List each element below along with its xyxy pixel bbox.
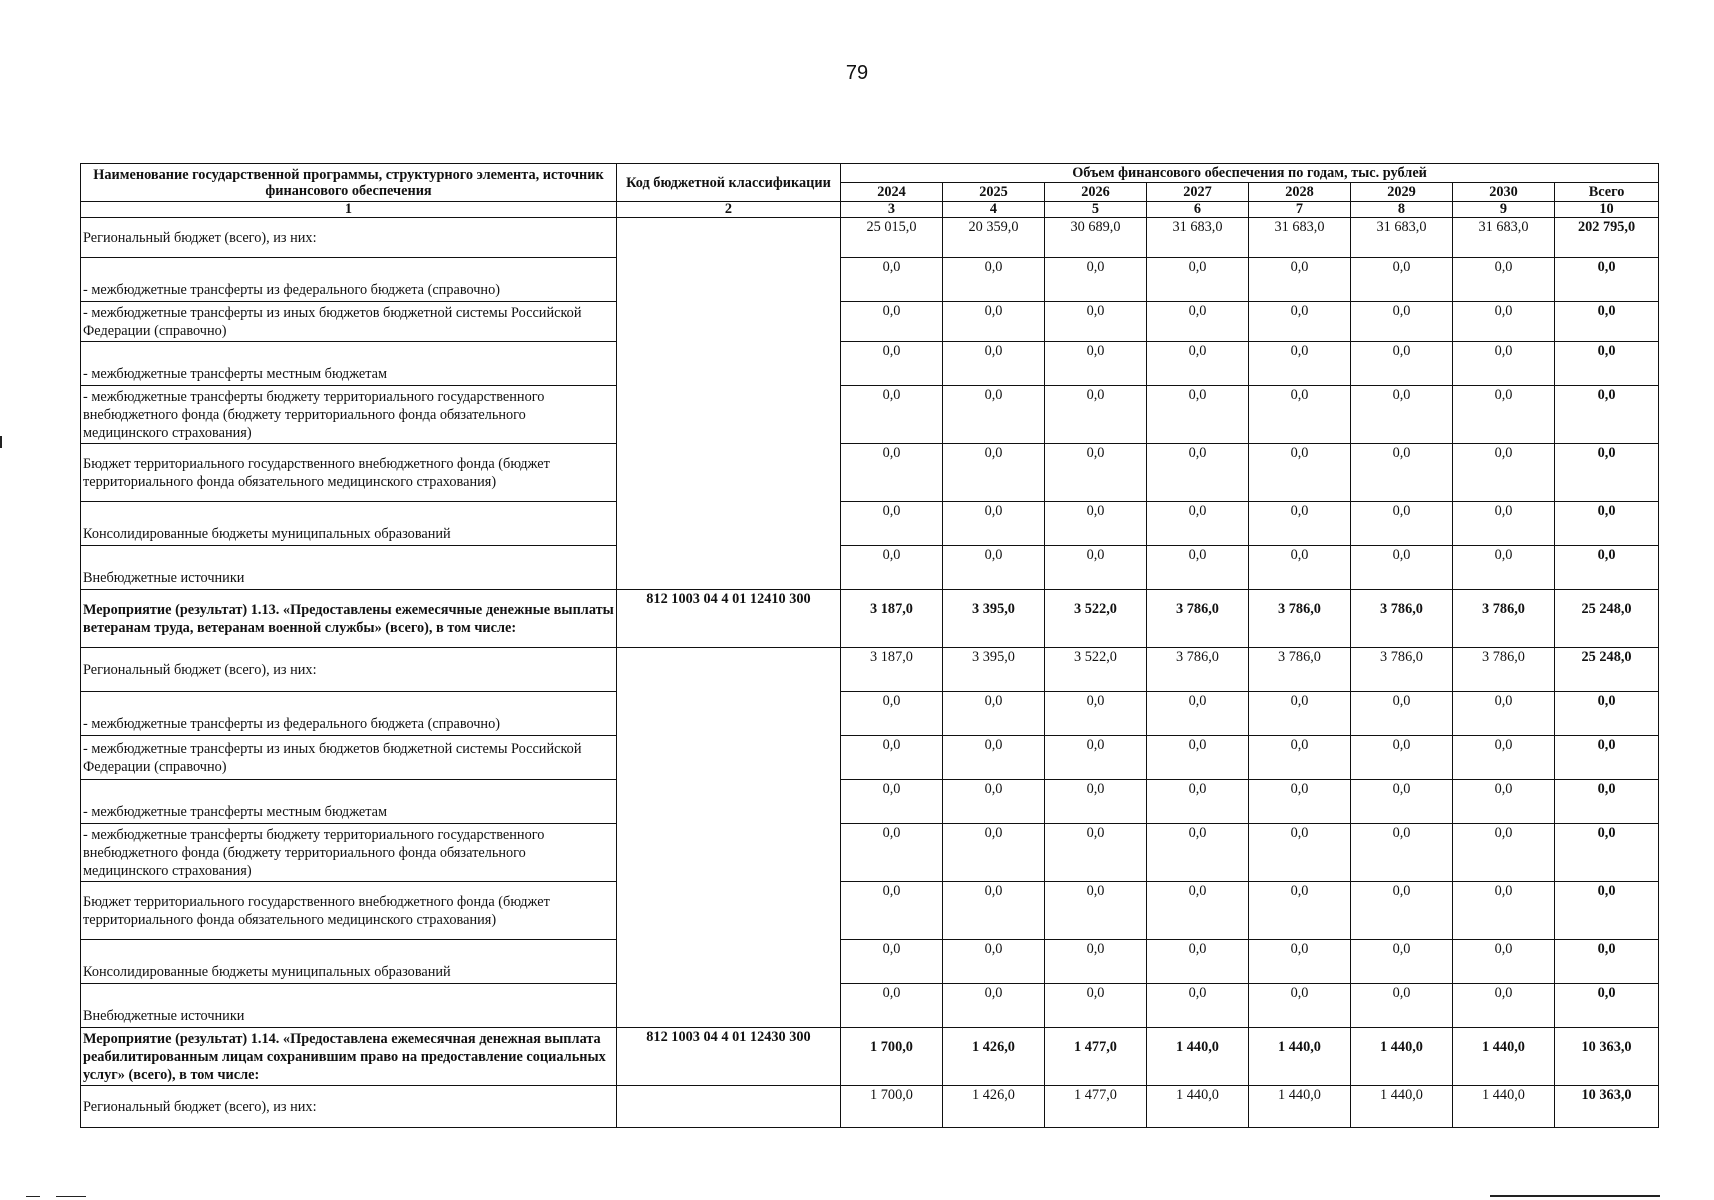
year-value-cell: 0,0 bbox=[1453, 386, 1555, 444]
year-value-cell: 0,0 bbox=[841, 824, 943, 882]
year-value-cell: 0,0 bbox=[1147, 502, 1249, 546]
year-value-cell: 0,0 bbox=[1351, 258, 1453, 302]
year-value-cell: 0,0 bbox=[1147, 386, 1249, 444]
year-value-cell: 0,0 bbox=[841, 502, 943, 546]
column-number: 8 bbox=[1351, 202, 1453, 218]
year-value-cell: 0,0 bbox=[943, 302, 1045, 342]
scan-mark bbox=[1490, 1195, 1660, 1197]
total-cell: 0,0 bbox=[1555, 258, 1659, 302]
column-number: 4 bbox=[943, 202, 1045, 218]
year-value-cell: 0,0 bbox=[943, 546, 1045, 590]
year-value-cell: 0,0 bbox=[943, 692, 1045, 736]
year-value-cell: 0,0 bbox=[841, 302, 943, 342]
row-name: Консолидированные бюджеты муниципальных образований bbox=[81, 502, 617, 546]
column-number: 10 bbox=[1555, 202, 1659, 218]
year-value-cell: 0,0 bbox=[1351, 824, 1453, 882]
year-value-cell: 0,0 bbox=[1249, 824, 1351, 882]
year-value-cell: 0,0 bbox=[1147, 984, 1249, 1028]
year-value-cell: 0,0 bbox=[1249, 342, 1351, 386]
year-value-cell: 0,0 bbox=[1351, 502, 1453, 546]
budget-code-empty bbox=[617, 648, 841, 1028]
year-value-cell: 1 477,0 bbox=[1045, 1086, 1147, 1128]
row-name: Региональный бюджет (всего), из них: bbox=[81, 648, 617, 692]
header-year: 2028 bbox=[1249, 183, 1351, 202]
column-number: 3 bbox=[841, 202, 943, 218]
total-cell: 0,0 bbox=[1555, 502, 1659, 546]
total-cell: 0,0 bbox=[1555, 882, 1659, 940]
year-value-cell: 0,0 bbox=[1045, 258, 1147, 302]
year-value-cell: 1 700,0 bbox=[841, 1086, 943, 1128]
header-year: 2029 bbox=[1351, 183, 1453, 202]
table-row bbox=[81, 1028, 1659, 1086]
year-value-cell: 0,0 bbox=[1351, 302, 1453, 342]
year-value-cell: 0,0 bbox=[943, 940, 1045, 984]
year-value-cell: 3 786,0 bbox=[1351, 648, 1453, 692]
year-value-cell: 25 015,0 bbox=[841, 218, 943, 258]
year-value-cell: 1 440,0 bbox=[1249, 1028, 1351, 1086]
year-value-cell: 0,0 bbox=[1453, 692, 1555, 736]
scan-mark bbox=[56, 1196, 86, 1197]
row-name: Мероприятие (результат) 1.13. «Предоставлены ежемесячные денежные выплаты ветеранам труда, ветеранам военной службы» (всего), в том числе: bbox=[81, 590, 617, 648]
year-value-cell: 0,0 bbox=[1147, 736, 1249, 780]
year-value-cell: 3 522,0 bbox=[1045, 648, 1147, 692]
year-value-cell: 3 786,0 bbox=[1453, 648, 1555, 692]
total-cell: 0,0 bbox=[1555, 736, 1659, 780]
year-value-cell: 0,0 bbox=[1147, 546, 1249, 590]
page-number: 79 bbox=[845, 62, 869, 84]
year-value-cell: 0,0 bbox=[1351, 940, 1453, 984]
year-value-cell: 0,0 bbox=[1147, 444, 1249, 502]
year-value-cell: 0,0 bbox=[1045, 940, 1147, 984]
total-cell: 0,0 bbox=[1555, 824, 1659, 882]
year-value-cell: 0,0 bbox=[1045, 736, 1147, 780]
table-row bbox=[81, 590, 1659, 648]
year-value-cell: 0,0 bbox=[1045, 546, 1147, 590]
year-value-cell: 3 786,0 bbox=[1351, 590, 1453, 648]
year-value-cell: 3 522,0 bbox=[1045, 590, 1147, 648]
year-value-cell: 3 786,0 bbox=[1147, 648, 1249, 692]
total-cell: 25 248,0 bbox=[1555, 648, 1659, 692]
year-value-cell: 0,0 bbox=[1147, 780, 1249, 824]
year-value-cell: 0,0 bbox=[1453, 342, 1555, 386]
column-number: 1 bbox=[81, 202, 617, 218]
row-name: - межбюджетные трансферты местным бюджетам bbox=[81, 342, 617, 386]
header-year: 2030 bbox=[1453, 183, 1555, 202]
table-row bbox=[81, 1086, 1659, 1128]
year-value-cell: 0,0 bbox=[1351, 692, 1453, 736]
year-value-cell: 3 395,0 bbox=[943, 590, 1045, 648]
budget-code-empty bbox=[617, 218, 841, 590]
year-value-cell: 0,0 bbox=[1453, 940, 1555, 984]
year-value-cell: 31 683,0 bbox=[1453, 218, 1555, 258]
year-value-cell: 0,0 bbox=[1249, 692, 1351, 736]
total-cell: 202 795,0 bbox=[1555, 218, 1659, 258]
year-value-cell: 0,0 bbox=[1045, 984, 1147, 1028]
table-row bbox=[81, 342, 1659, 386]
year-value-cell: 0,0 bbox=[1147, 882, 1249, 940]
year-value-cell: 0,0 bbox=[943, 342, 1045, 386]
year-value-cell: 3 187,0 bbox=[841, 590, 943, 648]
year-value-cell: 0,0 bbox=[1453, 824, 1555, 882]
year-value-cell: 0,0 bbox=[1147, 692, 1249, 736]
year-value-cell: 0,0 bbox=[841, 444, 943, 502]
row-name: - межбюджетные трансферты бюджету территориального государственного внебюджетного фонда (бюджету территориального фонда обязательного медицинского страхования) bbox=[81, 824, 617, 882]
year-value-cell: 0,0 bbox=[1249, 444, 1351, 502]
total-cell: 0,0 bbox=[1555, 302, 1659, 342]
header-volume: Объем финансового обеспечения по годам, тыс. рублей bbox=[841, 164, 1659, 183]
year-value-cell: 1 440,0 bbox=[1351, 1028, 1453, 1086]
header-year: 2024 bbox=[841, 183, 943, 202]
year-value-cell: 0,0 bbox=[1045, 824, 1147, 882]
year-value-cell: 0,0 bbox=[1249, 940, 1351, 984]
table-row bbox=[81, 302, 1659, 342]
scan-mark bbox=[0, 436, 2, 448]
row-name: - межбюджетные трансферты из иных бюджетов бюджетной системы Российской Федерации (справочно) bbox=[81, 736, 617, 780]
budget-code: 812 1003 04 4 01 12430 300 bbox=[617, 1028, 841, 1086]
year-value-cell: 3 786,0 bbox=[1249, 648, 1351, 692]
year-value-cell: 31 683,0 bbox=[1249, 218, 1351, 258]
year-value-cell: 0,0 bbox=[1249, 882, 1351, 940]
year-value-cell: 0,0 bbox=[1351, 546, 1453, 590]
year-value-cell: 0,0 bbox=[943, 780, 1045, 824]
year-value-cell: 0,0 bbox=[943, 984, 1045, 1028]
row-name: - межбюджетные трансферты из иных бюджетов бюджетной системы Российской Федерации (справочно) bbox=[81, 302, 617, 342]
year-value-cell: 0,0 bbox=[841, 386, 943, 444]
year-value-cell: 0,0 bbox=[1249, 780, 1351, 824]
year-value-cell: 1 440,0 bbox=[1453, 1028, 1555, 1086]
row-name: Региональный бюджет (всего), из них: bbox=[81, 1086, 617, 1128]
row-name: Бюджет территориального государственного внебюджетного фонда (бюджет территориального фонда обязательного медицинского страхования) bbox=[81, 882, 617, 940]
table-row bbox=[81, 824, 1659, 882]
year-value-cell: 0,0 bbox=[841, 940, 943, 984]
year-value-cell: 0,0 bbox=[1351, 736, 1453, 780]
row-name: - межбюджетные трансферты местным бюджетам bbox=[81, 780, 617, 824]
year-value-cell: 0,0 bbox=[943, 882, 1045, 940]
year-value-cell: 0,0 bbox=[1147, 258, 1249, 302]
total-cell: 0,0 bbox=[1555, 386, 1659, 444]
year-value-cell: 0,0 bbox=[1453, 302, 1555, 342]
column-number: 6 bbox=[1147, 202, 1249, 218]
year-value-cell: 0,0 bbox=[841, 258, 943, 302]
year-value-cell: 0,0 bbox=[1453, 882, 1555, 940]
year-value-cell: 3 187,0 bbox=[841, 648, 943, 692]
year-value-cell: 31 683,0 bbox=[1147, 218, 1249, 258]
year-value-cell: 1 700,0 bbox=[841, 1028, 943, 1086]
table-row bbox=[81, 882, 1659, 940]
table-row bbox=[81, 940, 1659, 984]
year-value-cell: 0,0 bbox=[943, 736, 1045, 780]
year-value-cell: 0,0 bbox=[1249, 736, 1351, 780]
header-year: 2027 bbox=[1147, 183, 1249, 202]
year-value-cell: 0,0 bbox=[1249, 546, 1351, 590]
row-name: - межбюджетные трансферты бюджету территориального государственного внебюджетного фонда (бюджету территориального фонда обязательного медицинского страхования) bbox=[81, 386, 617, 444]
year-value-cell: 30 689,0 bbox=[1045, 218, 1147, 258]
header-code: Код бюджетной классификации bbox=[617, 164, 841, 202]
year-value-cell: 1 440,0 bbox=[1351, 1086, 1453, 1128]
year-value-cell: 0,0 bbox=[1249, 302, 1351, 342]
year-value-cell: 0,0 bbox=[1045, 386, 1147, 444]
year-value-cell: 3 786,0 bbox=[1249, 590, 1351, 648]
row-name: - межбюджетные трансферты из федерального бюджета (справочно) bbox=[81, 258, 617, 302]
year-value-cell: 0,0 bbox=[1249, 984, 1351, 1028]
year-value-cell: 0,0 bbox=[1453, 258, 1555, 302]
year-value-cell: 0,0 bbox=[1147, 824, 1249, 882]
table-row bbox=[81, 648, 1659, 692]
year-value-cell: 0,0 bbox=[943, 444, 1045, 502]
column-number: 9 bbox=[1453, 202, 1555, 218]
row-name: Бюджет территориального государственного внебюджетного фонда (бюджет территориального фонда обязательного медицинского страхования) bbox=[81, 444, 617, 502]
year-value-cell: 0,0 bbox=[841, 736, 943, 780]
header-year: 2026 bbox=[1045, 183, 1147, 202]
year-value-cell: 0,0 bbox=[1351, 386, 1453, 444]
year-value-cell: 0,0 bbox=[1045, 444, 1147, 502]
row-name: Региональный бюджет (всего), из них: bbox=[81, 218, 617, 258]
year-value-cell: 0,0 bbox=[841, 984, 943, 1028]
header-name: Наименование государственной программы, структурного элемента, источник финансового обеспечения bbox=[81, 164, 617, 202]
year-value-cell: 0,0 bbox=[1147, 940, 1249, 984]
table-row bbox=[81, 386, 1659, 444]
year-value-cell: 0,0 bbox=[1147, 302, 1249, 342]
year-value-cell: 0,0 bbox=[1045, 882, 1147, 940]
total-cell: 10 363,0 bbox=[1555, 1086, 1659, 1128]
table-row bbox=[81, 780, 1659, 824]
year-value-cell: 0,0 bbox=[1249, 258, 1351, 302]
year-value-cell: 0,0 bbox=[841, 780, 943, 824]
total-cell: 0,0 bbox=[1555, 940, 1659, 984]
table-row bbox=[81, 444, 1659, 502]
total-cell: 0,0 bbox=[1555, 342, 1659, 386]
total-cell: 0,0 bbox=[1555, 546, 1659, 590]
table-row bbox=[81, 692, 1659, 736]
row-name: Внебюджетные источники bbox=[81, 984, 617, 1028]
column-number: 7 bbox=[1249, 202, 1351, 218]
total-cell: 25 248,0 bbox=[1555, 590, 1659, 648]
year-value-cell: 3 786,0 bbox=[1453, 590, 1555, 648]
year-value-cell: 20 359,0 bbox=[943, 218, 1045, 258]
total-cell: 0,0 bbox=[1555, 780, 1659, 824]
year-value-cell: 0,0 bbox=[841, 692, 943, 736]
year-value-cell: 0,0 bbox=[1351, 984, 1453, 1028]
year-value-cell: 1 440,0 bbox=[1147, 1028, 1249, 1086]
table-row bbox=[81, 502, 1659, 546]
year-value-cell: 0,0 bbox=[1045, 302, 1147, 342]
year-value-cell: 0,0 bbox=[1351, 444, 1453, 502]
year-value-cell: 0,0 bbox=[1453, 546, 1555, 590]
table-row bbox=[81, 736, 1659, 780]
budget-code: 812 1003 04 4 01 12410 300 bbox=[617, 590, 841, 648]
table-row bbox=[81, 258, 1659, 302]
header-total: Всего bbox=[1555, 183, 1659, 202]
year-value-cell: 0,0 bbox=[841, 546, 943, 590]
year-value-cell: 0,0 bbox=[1045, 342, 1147, 386]
year-value-cell: 0,0 bbox=[1453, 736, 1555, 780]
year-value-cell: 0,0 bbox=[1453, 780, 1555, 824]
scan-mark bbox=[26, 1196, 40, 1197]
row-name: Внебюджетные источники bbox=[81, 546, 617, 590]
year-value-cell: 0,0 bbox=[1351, 780, 1453, 824]
budget-code-empty bbox=[617, 1086, 841, 1128]
row-name: - межбюджетные трансферты из федерального бюджета (справочно) bbox=[81, 692, 617, 736]
year-value-cell: 0,0 bbox=[943, 824, 1045, 882]
table-row bbox=[81, 984, 1659, 1028]
row-name: Мероприятие (результат) 1.14. «Предоставлена ежемесячная денежная выплата реабилитированным лицам сохранившим право на предоставление социальных услуг» (всего), в том числе: bbox=[81, 1028, 617, 1086]
column-number: 5 bbox=[1045, 202, 1147, 218]
year-value-cell: 1 426,0 bbox=[943, 1028, 1045, 1086]
table-row bbox=[81, 218, 1659, 258]
row-name: Консолидированные бюджеты муниципальных образований bbox=[81, 940, 617, 984]
column-number: 2 bbox=[617, 202, 841, 218]
year-value-cell: 0,0 bbox=[1351, 882, 1453, 940]
year-value-cell: 1 426,0 bbox=[943, 1086, 1045, 1128]
year-value-cell: 0,0 bbox=[1249, 502, 1351, 546]
year-value-cell: 0,0 bbox=[1453, 984, 1555, 1028]
total-cell: 0,0 bbox=[1555, 692, 1659, 736]
year-value-cell: 1 440,0 bbox=[1453, 1086, 1555, 1128]
total-cell: 0,0 bbox=[1555, 444, 1659, 502]
year-value-cell: 1 440,0 bbox=[1249, 1086, 1351, 1128]
year-value-cell: 3 395,0 bbox=[943, 648, 1045, 692]
year-value-cell: 0,0 bbox=[1249, 386, 1351, 444]
year-value-cell: 0,0 bbox=[1453, 502, 1555, 546]
year-value-cell: 0,0 bbox=[943, 502, 1045, 546]
year-value-cell: 0,0 bbox=[1453, 444, 1555, 502]
year-value-cell: 3 786,0 bbox=[1147, 590, 1249, 648]
header-year: 2025 bbox=[943, 183, 1045, 202]
year-value-cell: 1 477,0 bbox=[1045, 1028, 1147, 1086]
year-value-cell: 0,0 bbox=[1351, 342, 1453, 386]
year-value-cell: 31 683,0 bbox=[1351, 218, 1453, 258]
year-value-cell: 0,0 bbox=[943, 386, 1045, 444]
total-cell: 10 363,0 bbox=[1555, 1028, 1659, 1086]
total-cell: 0,0 bbox=[1555, 984, 1659, 1028]
year-value-cell: 0,0 bbox=[943, 258, 1045, 302]
year-value-cell: 1 440,0 bbox=[1147, 1086, 1249, 1128]
financing-table bbox=[80, 163, 1659, 1128]
year-value-cell: 0,0 bbox=[1045, 502, 1147, 546]
year-value-cell: 0,0 bbox=[841, 342, 943, 386]
year-value-cell: 0,0 bbox=[841, 882, 943, 940]
table-row bbox=[81, 546, 1659, 590]
year-value-cell: 0,0 bbox=[1045, 692, 1147, 736]
year-value-cell: 0,0 bbox=[1147, 342, 1249, 386]
year-value-cell: 0,0 bbox=[1045, 780, 1147, 824]
